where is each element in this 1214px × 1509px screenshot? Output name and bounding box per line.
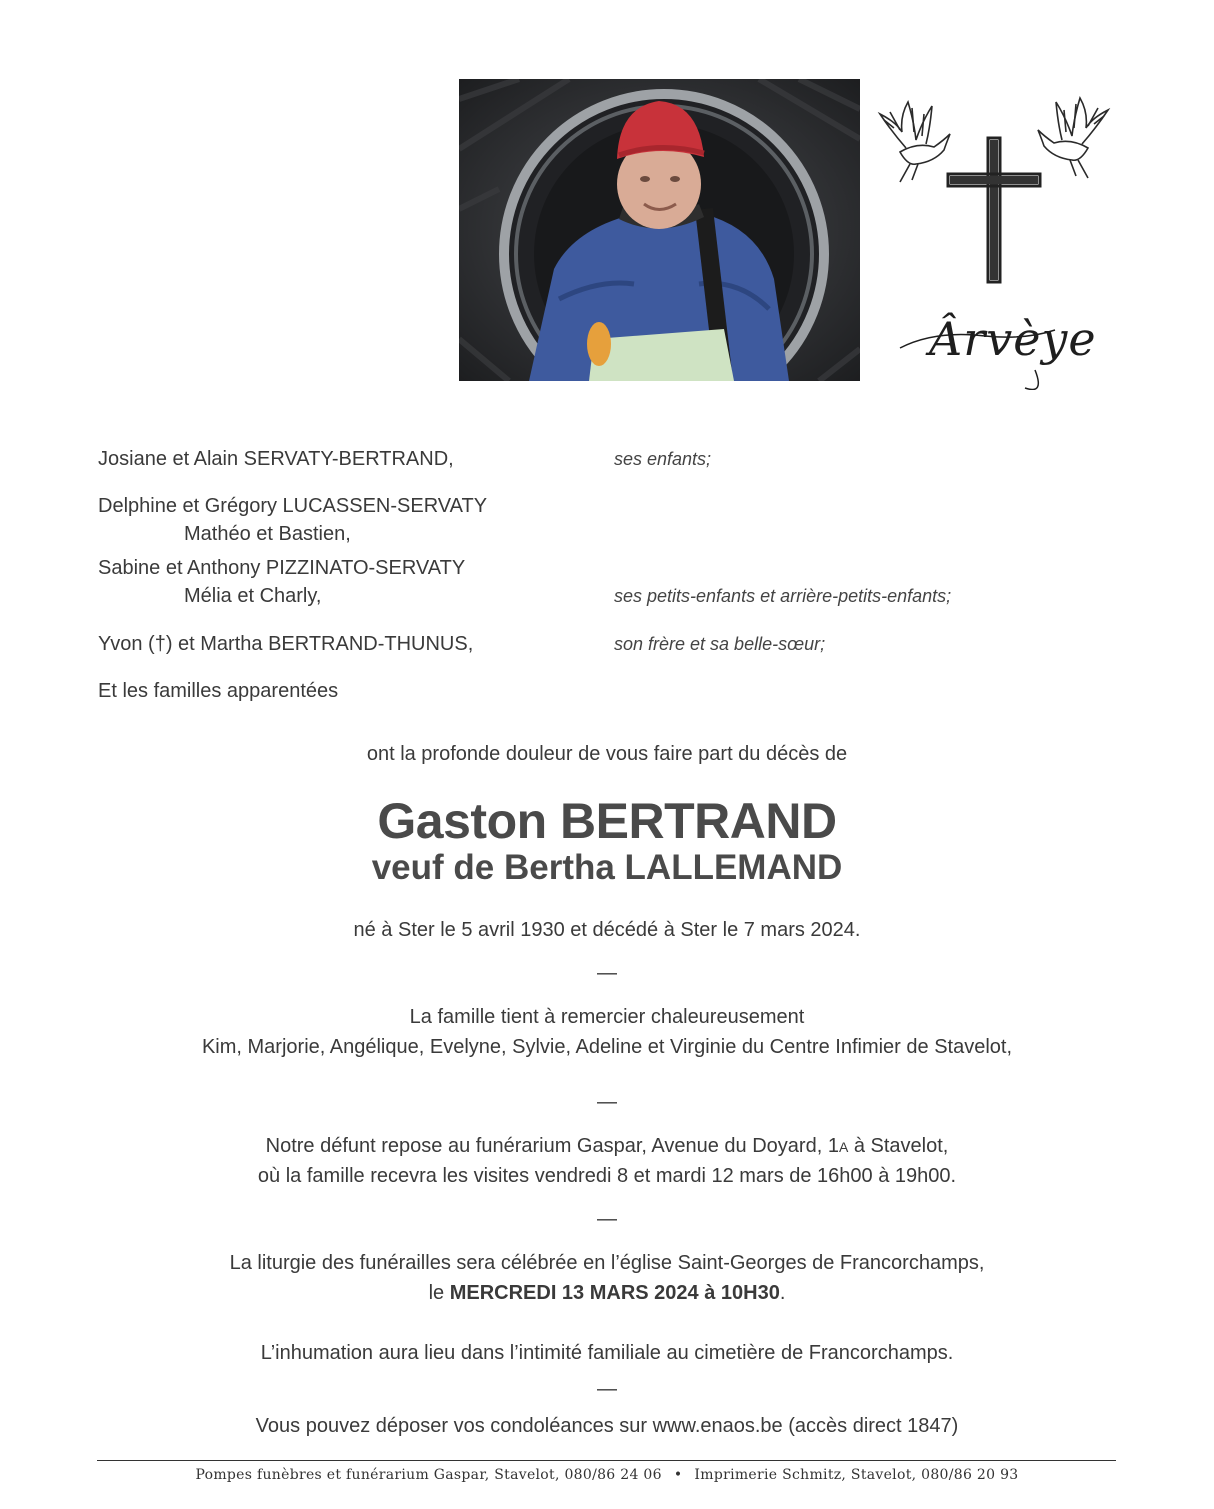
relation-children: ses enfants;: [614, 449, 712, 469]
liturgy-line-1: La liturgie des funérailles sera célébrée en l’église Saint-Georges de Francorchamps,: [229, 1252, 985, 1274]
visitation-line-1-sup: A: [838, 1139, 849, 1155]
relation-sibling: son frère et sa belle-sœur;: [614, 634, 826, 654]
signature-text: Ârvèye: [929, 312, 1097, 366]
family-line-4: Yvon (†) et Martha BERTRAND-THUNUS,: [98, 633, 474, 655]
footer-funeral-home: Pompes funèbres et funérarium Gaspar, Stavelot, 080/86 24 06: [195, 1467, 662, 1483]
birth-death-dates: né à Ster le 5 avril 1930 et décédé à Ster le 7 mars 2024.: [353, 919, 861, 941]
family-line-2: Delphine et Grégory LUCASSEN-SERVATY: [98, 495, 488, 517]
condolences-line: Vous pouvez déposer vos condoléances sur www.enaos.be (accès direct 1847): [255, 1415, 959, 1437]
family-line-2-sub: Mathéo et Bastien,: [184, 523, 351, 545]
dove-right-icon: [1038, 98, 1108, 178]
liturgy-line-2: [0, 1278, 1214, 1308]
family-line-3: Sabine et Anthony PIZZINATO-SERVATY: [98, 557, 466, 579]
visitation-line-1: [0, 1131, 1214, 1162]
liturgy-line-2-pre: le: [428, 1282, 450, 1304]
footer-rule: [97, 1460, 1116, 1461]
announcement-intro: ont la profonde douleur de vous faire part du décès de: [366, 743, 848, 765]
footer: [0, 1467, 1214, 1483]
visitation-line-2: où la famille recevra les visites vendredi 8 et mardi 12 mars de 16h00 à 19h00.: [257, 1165, 957, 1187]
separator-3: —: [597, 1208, 617, 1230]
burial-line: L’inhumation aura lieu dans l’intimité familiale au cimetière de Francorchamps.: [260, 1342, 954, 1364]
family-line-5: Et les familles apparentées: [98, 680, 339, 702]
family-line-1: Josiane et Alain SERVATY-BERTRAND,: [98, 448, 454, 470]
portrait-photo: [459, 79, 860, 381]
deceased-name: Gaston BERTRAND: [377, 793, 837, 849]
liturgy-line-2-post: .: [779, 1282, 786, 1304]
liturgy-date: MERCREDI 13 MARS 2024 à 10H30: [449, 1282, 780, 1304]
footer-bullet: •: [673, 1467, 683, 1483]
separator-1: —: [597, 962, 617, 984]
footer-printer: Imprimerie Schmitz, Stavelot, 080/86 20 93: [694, 1467, 1019, 1483]
relation-grandchildren: ses petits-enfants et arrière-petits-enfants;: [614, 586, 952, 606]
family-line-3-sub: Mélia et Charly,: [184, 585, 322, 607]
signature-arveye: [895, 300, 1097, 390]
visitation-line-1-post: à Stavelot,: [848, 1135, 949, 1157]
visitation-line-1-pre: Notre défunt repose au funérarium Gaspar, Avenue du Doyard, 1: [265, 1135, 839, 1157]
thanks-line-2: Kim, Marjorie, Angélique, Evelyne, Sylvie, Adeline et Virginie du Centre Infimier de Stavelot,: [201, 1036, 1013, 1058]
spouse-line: veuf de Bertha LALLEMAND: [371, 848, 843, 887]
separator-4: —: [597, 1378, 617, 1400]
thanks-line-1: La famille tient à remercier chaleureusement: [409, 1006, 805, 1028]
separator-2: —: [597, 1091, 617, 1113]
dove-left-icon: [880, 102, 950, 182]
